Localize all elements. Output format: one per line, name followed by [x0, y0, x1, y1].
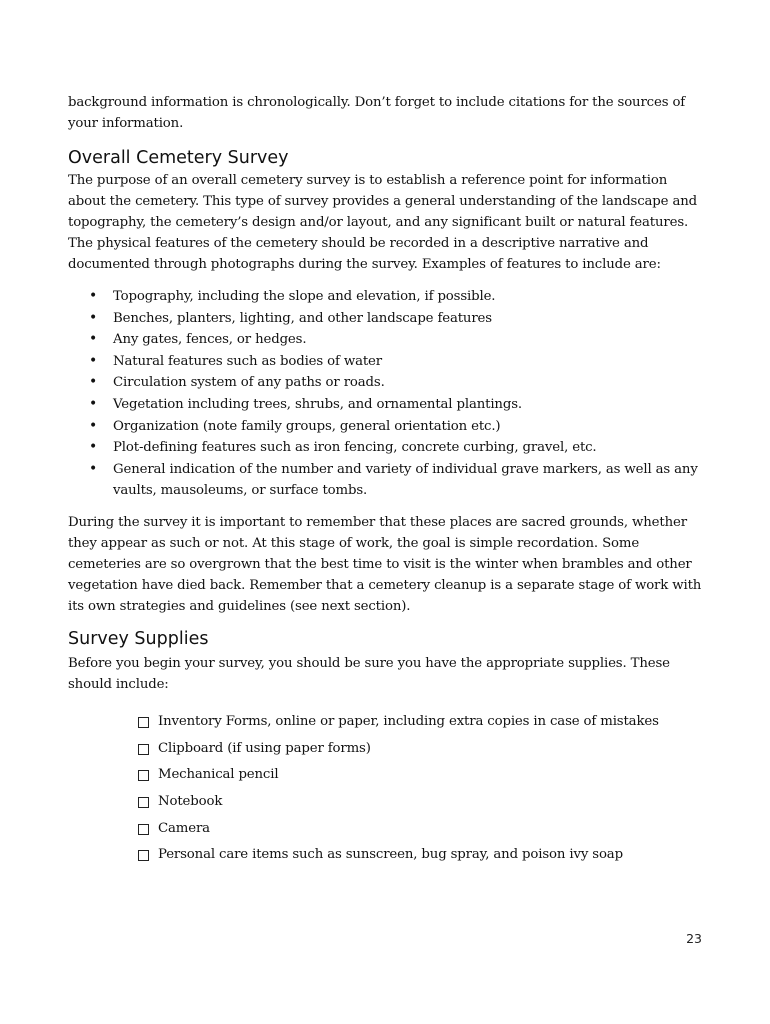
supplies-intro-paragraph: Before you begin your survey, you should be sure you have the appropriate supplies. These should include: — [68, 656, 670, 692]
list-item: • Vegetation including trees, shrubs, and ornamental plantings. — [68, 394, 708, 416]
checklist-item: Clipboard (if using paper forms) — [137, 738, 717, 765]
supplies-checklist — [137, 711, 717, 871]
list-item: • Benches, planters, lighting, and other landscape features — [68, 308, 708, 330]
section-heading-survey-supplies: Survey Supplies — [68, 629, 209, 649]
checklist-item: Personal care items such as sunscreen, bug spray, and poison ivy soap — [137, 844, 717, 871]
survey-reminder-paragraph: During the survey it is important to remember that these places are sacred grounds, whether they appear as such or not. At this stage of work, the goal is simple recordation. Some cemeteries are so overgrown that the best time to visit is the winter when brambles and other vegetation have died back. Remember that a cemetery cleanup is a separate stage of work with its own strategies and guidelines (see next section). — [68, 515, 702, 614]
checklist-item: Mechanical pencil — [137, 764, 717, 791]
list-item: • Circulation system of any paths or roads. — [68, 372, 708, 394]
list-item: • Any gates, fences, or hedges. — [68, 329, 708, 351]
list-item: • Plot-defining features such as iron fencing, concrete curbing, gravel, etc. — [68, 437, 708, 459]
section-heading-overall-cemetery-survey: Overall Cemetery Survey — [68, 148, 289, 168]
list-item: • Topography, including the slope and elevation, if possible. — [68, 286, 708, 308]
checklist-item: Camera — [137, 818, 717, 845]
checklist-item: Notebook — [137, 791, 717, 818]
overall-survey-paragraph: The purpose of an overall cemetery survey is to establish a reference point for information about the cemetery. This type of survey provides a general understanding of the landscape and topography, the cemetery’s design and/or layout, and any significant built or natural features. The physical features of the cemetery should be recorded in a descriptive narrative and documented through photographs during the survey. Examples of features to include are: — [68, 173, 698, 272]
list-item: • General indication of the number and variety of individual grave markers, as well as any vaults, mausoleums, or surface tombs. — [68, 459, 708, 502]
page-number: 23 — [686, 931, 702, 946]
survey-features-list — [68, 286, 708, 502]
checklist-item: Inventory Forms, online or paper, including extra copies in case of mistakes — [137, 711, 717, 738]
list-item: • Natural features such as bodies of water — [68, 351, 708, 373]
list-item: • Organization (note family groups, general orientation etc.) — [68, 416, 708, 438]
intro-paragraph: background information is chronologically. Don’t forget to include citations for the sources of your information. — [68, 95, 686, 131]
